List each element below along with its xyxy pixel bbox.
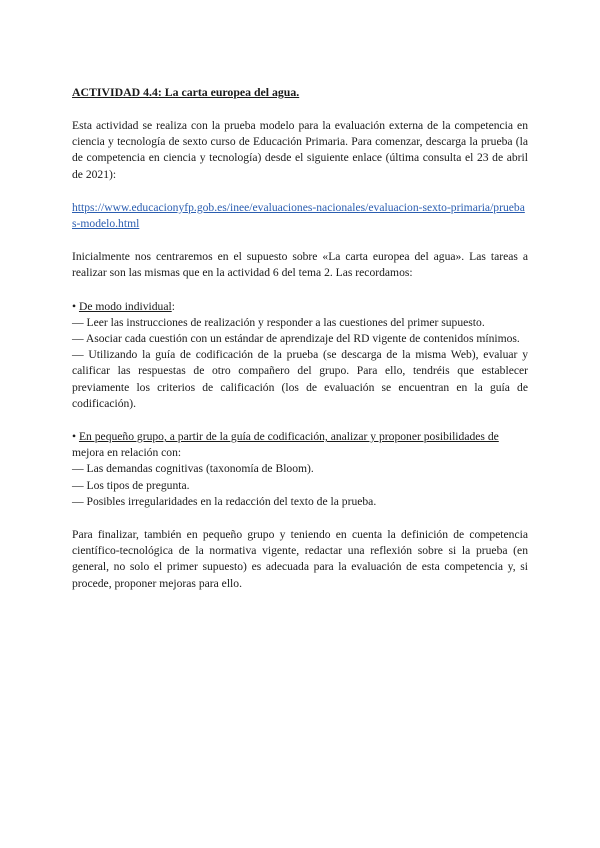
bullet-icon: • <box>72 299 77 313</box>
list-item: — Utilizando la guía de codificación de la prueba (se descarga de la misma Web), evaluar y calificar las respuestas de otro compañero del grupo. Para ello, tendréis que establecer previamente los criterios de calificación (los de evaluación se encuentran en la guía de codificación). <box>72 348 528 410</box>
intro-paragraph: Esta actividad se realiza con la prueba modelo para la evaluación externa de la competencia en ciencia y tecnología de sexto curso de Educación Primaria. Para comenzar, descarga la prueba (la de competencia en ciencia y tecnología) desde el siguiente enlace (última consulta el 23 de abril de 2021): <box>72 119 528 181</box>
list-item: — Posibles irregularidades en la redacción del texto de la prueba. <box>72 494 377 508</box>
activity-title: ACTIVIDAD 4.4: La carta europea del agua. <box>72 85 300 99</box>
group-heading <box>72 429 528 445</box>
group-section <box>72 429 528 510</box>
bullet-icon: • <box>72 430 77 444</box>
list-item: — Leer las instrucciones de realización y responder a las cuestiones del primer supuesto. <box>72 315 485 329</box>
focus-paragraph: Inicialmente nos centraremos en el supuesto sobre «La carta europea del agua». Las tareas a realizar son las mismas que en la actividad 6 del tema 2. Las recordamos: <box>72 250 528 280</box>
individual-section <box>72 299 528 412</box>
list-item: — Asociar cada cuestión con un estándar de aprendizaje del RD vigente de contenidos mínimos. <box>72 332 520 346</box>
list-item: — Las demandas cognitivas (taxonomía de Bloom). <box>72 462 314 476</box>
individual-heading <box>72 299 528 315</box>
document-page <box>72 84 528 592</box>
group-heading-text: En pequeño grupo, a partir de la guía de codificación, analizar y proponer posibilidades de <box>78 430 499 444</box>
heading-colon: : <box>171 299 175 313</box>
group-heading-continuation: mejora en relación con: <box>72 446 182 460</box>
list-item: — Los tipos de pregunta. <box>72 478 190 492</box>
individual-heading-text: De modo individual <box>78 299 172 313</box>
link-paragraph <box>72 200 528 232</box>
download-link[interactable]: https://www.educacionyfp.gob.es/inee/evaluaciones-nacionales/evaluacion-sexto-primaria/pruebas-modelo.html <box>72 200 525 231</box>
closing-paragraph: Para finalizar, también en pequeño grupo y teniendo en cuenta la definición de competencia científico-tecnológica de la normativa vigente, redactar una reflexión sobre si la prueba (en general, no solo el primer supuesto) es adecuada para la evaluación de esta competencia y, si procede, proponer mejoras para ello. <box>72 528 528 590</box>
